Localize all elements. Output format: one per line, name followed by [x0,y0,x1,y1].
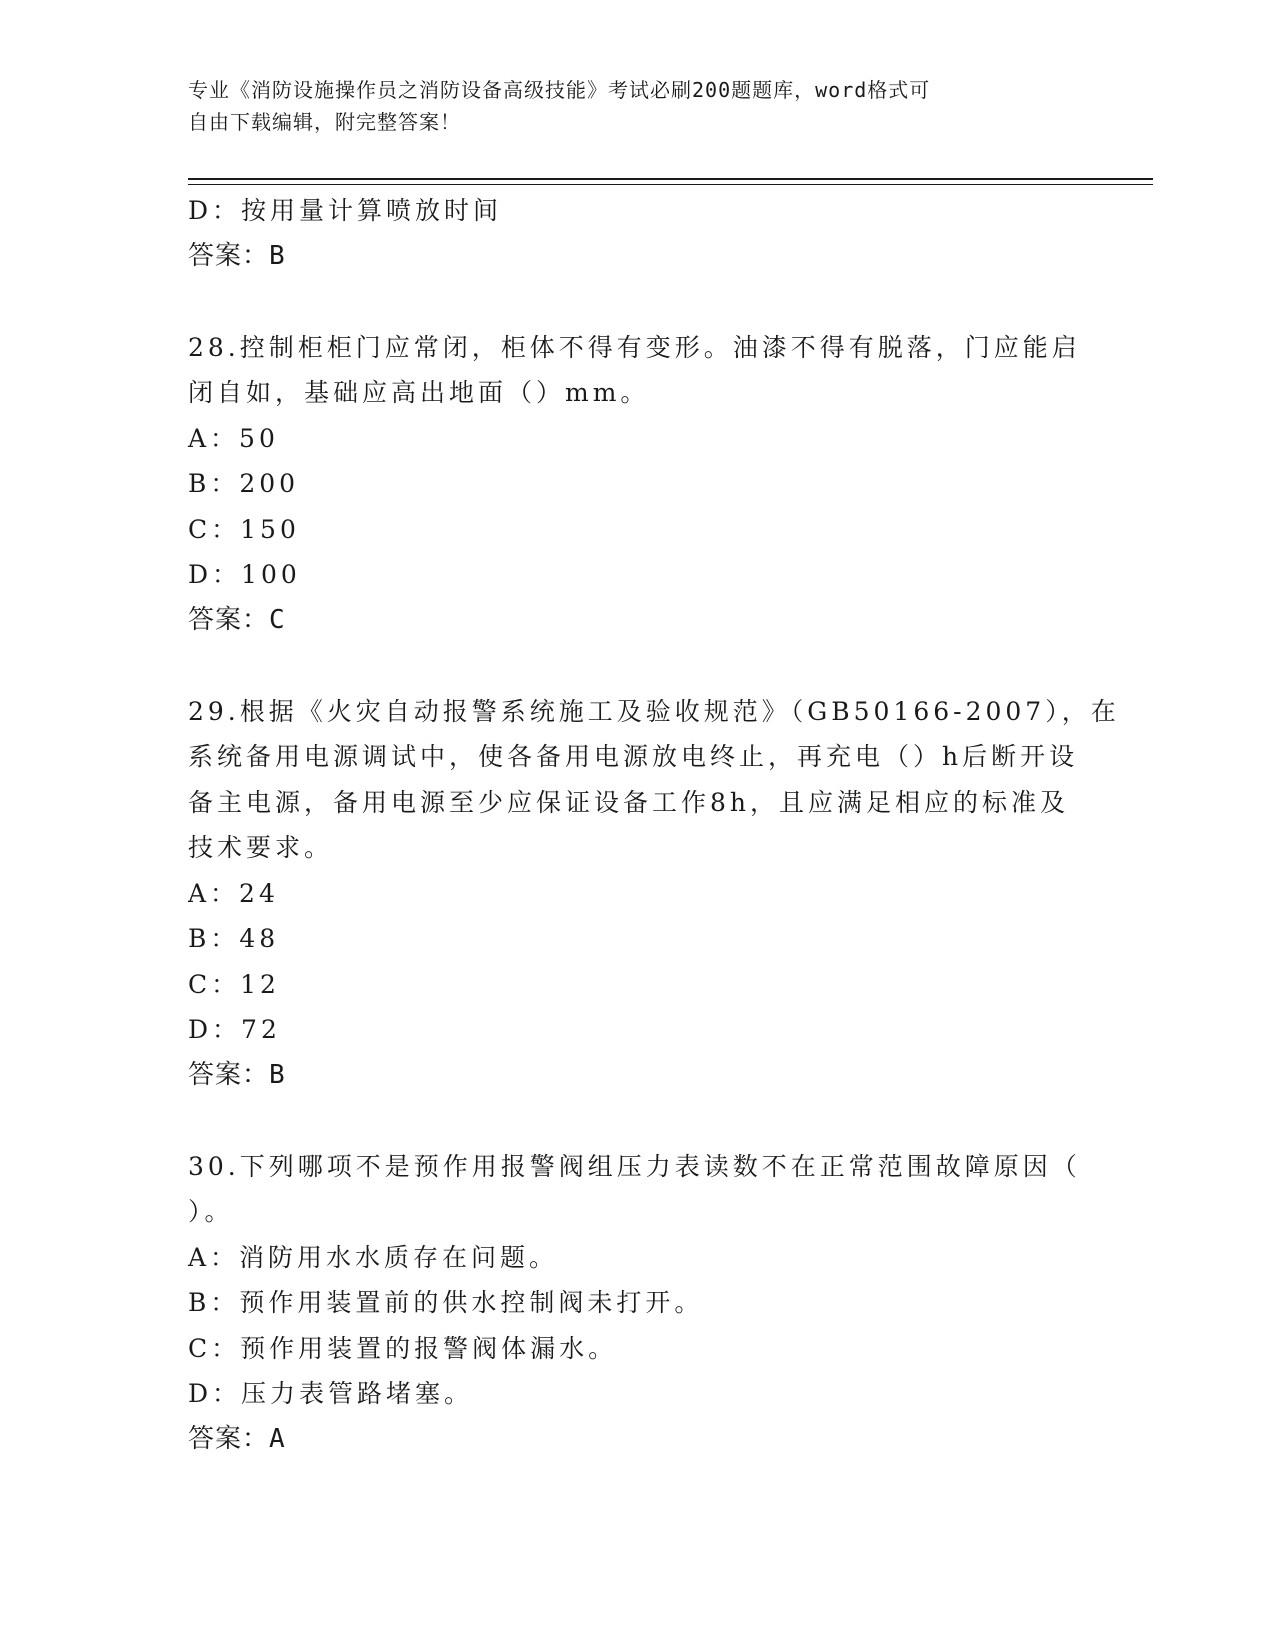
question-28 [188,325,1088,644]
option-b: B：48 [188,924,280,953]
document-header [188,74,1088,138]
option-c: C：150 [188,514,300,544]
question-stem-line: 30.下列哪项不是预作用报警阀组压力表读数不在正常范围故障原因（ [188,1151,1081,1181]
option-a: A：24 [188,878,279,908]
question-stem-line: 28.控制柜柜门应常闭，柜体不得有变形。油漆不得有脱落，门应能启 [188,332,1081,362]
question-stem-line: 系统备用电源调试中，使各备用电源放电终止，再充电（）h后断开设 [188,742,1079,771]
question-stem-line: 29.根据《火灾自动报警系统施工及验收规范》（GB50166-2007），在 [188,696,1120,726]
question-stem-line: 技术要求。 [188,833,334,862]
previous-question-tail [188,188,1088,279]
question-content [188,188,1120,1462]
option-b: B：200 [188,469,300,498]
option-d: D：72 [188,1015,281,1044]
question-stem-line: 闭自如，基础应高出地面（）mm。 [188,378,650,407]
option-b: B：预作用装置前的供水控制阀未打开。 [188,1288,704,1317]
question-stem-line: 备主电源，备用电源至少应保证设备工作8h，且应满足相应的标准及 [188,787,1070,817]
question-30 [188,1144,1088,1463]
question-29 [188,689,1120,1099]
answer: 答案：C [188,604,286,635]
question-stem-line: ）。 [188,1197,234,1226]
option-d: D：100 [188,560,301,589]
header-divider-thick [188,178,1153,180]
option-d: D：压力表管路堵塞。 [188,1379,474,1408]
option-a: A：消防用水水质存在问题。 [188,1242,559,1272]
answer: 答案：B [188,1059,286,1090]
header-line-2: 自由下载编辑，附完整答案！ [188,110,461,134]
option-d: D：按用量计算喷放时间 [188,196,503,225]
option-a: A：50 [188,423,279,453]
option-c: C：预作用装置的报警阀体漏水。 [188,1333,618,1363]
header-divider-thin [188,184,1153,185]
option-c: C：12 [188,969,280,999]
answer: 答案：B [188,240,286,271]
header-line-1: 专业《消防设施操作员之消防设备高级技能》考试必刷200题题库，word格式可 [188,78,931,102]
answer: 答案：A [188,1423,286,1454]
